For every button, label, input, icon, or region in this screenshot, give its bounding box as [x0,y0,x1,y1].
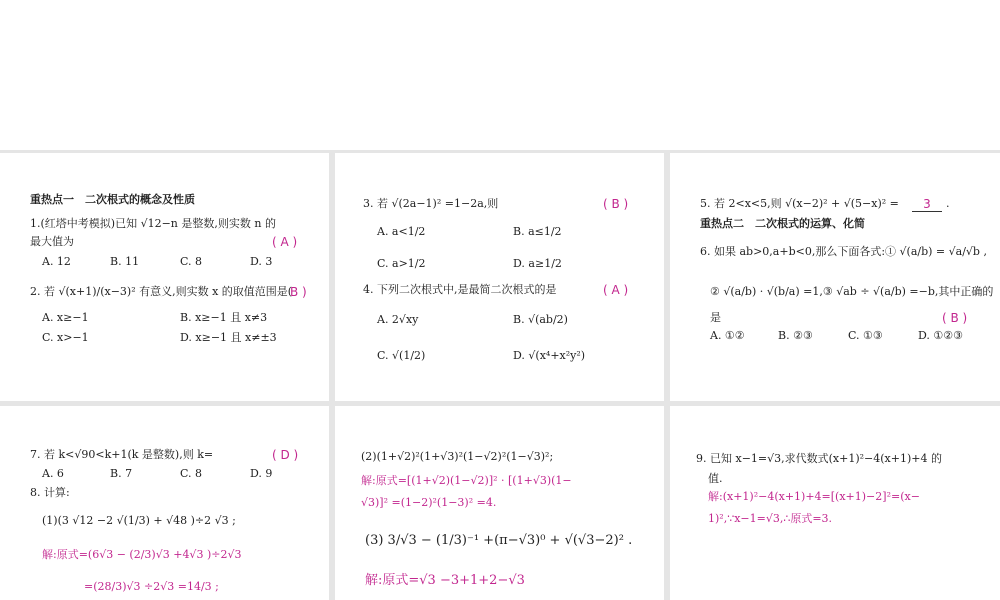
section-heading-1: 重热点一 二次根式的概念及性质 [30,193,195,206]
question-8-part-3: (3) 3/√3 − (1/3)⁻¹ +(π−√3)⁰ + √(√3−2)² . [365,533,633,548]
question-4-option-b: B. √(ab/2) [513,313,568,326]
question-2-answer: B ) [290,285,307,299]
question-9-solution-line-1: 解:(x+1)²−4(x+1)+4=[(x+1)−2]²=(x− [708,490,920,503]
top-blank-area [0,0,1000,150]
question-3-option-d: D. a≥1/2 [513,257,562,270]
section-heading-2: 重热点二 二次根式的运算、化简 [700,217,865,230]
question-5-stem: 5. 若 2<x<5,则 √(x−2)² + √(5−x)² = [700,197,899,210]
question-4-answer: ( A ) [603,283,629,297]
card-questions-7-8 [0,406,329,600]
question-6-line-2: ② √(a/b) · √(b/a) =1,③ √ab ÷ √(a/b) =−b,其中正确的 [710,285,994,298]
question-2-option-c: C. x>−1 [42,331,89,344]
question-2-option-b: B. x≥−1 且 x≠3 [180,311,268,324]
question-8-part-1-solution-line-2: =(28/3)√3 ÷2√3 =14/3 ; [84,580,219,593]
question-3-stem: 3. 若 √(2a−1)² =1−2a,则 [363,197,499,210]
question-8-stem: 8. 计算: [30,486,70,499]
card-operations [670,153,1000,401]
question-2-option-a: A. x≥−1 [42,311,89,324]
question-7-option-b: B. 7 [110,467,133,480]
question-8-part-2: (2)(1+√2)²(1+√3)²(1−√2)²(1−√3)²; [361,450,554,463]
question-8-part-1: (1)(3 √12 −2 √(1/3) + √48 )÷2 √3 ; [42,514,236,527]
card-questions-3-4 [335,153,664,401]
question-2-option-d: D. x≥−1 且 x≠±3 [180,331,277,344]
question-6-line-3: 是 [710,311,721,324]
question-3-option-a: A. a<1/2 [377,225,426,238]
question-1-option-b: B. 11 [110,255,140,268]
question-8-part-1-solution-line-1: 解:原式=(6√3 − (2/3)√3 +4√3 )÷2√3 [42,548,242,561]
question-7-answer: ( D ) [272,448,299,462]
question-7-option-a: A. 6 [42,467,64,480]
question-6-option-d: D. ①②③ [918,329,964,342]
question-9-line-1: 9. 已知 x−1=√3,求代数式(x+1)²−4(x+1)+4 的 [696,452,942,465]
question-8-part-3-solution: 解:原式=√3 −3+1+2−√3 [365,573,525,588]
question-1-line-1: 1.(红塔中考模拟)已知 √12−n 是整数,则实数 n 的 [30,217,276,230]
question-8-part-2-solution-line-1: 解:原式=[(1+√2)(1−√2)]² · [(1+√3)(1− [361,474,572,487]
question-4-option-a: A. 2√xy [377,313,419,326]
question-8-part-2-solution-line-2: √3)]² =(1−2)²(1−3)² =4. [361,496,497,509]
question-7-option-c: C. 8 [180,467,203,480]
question-3-answer: ( B ) [603,197,629,211]
card-concept-properties [0,153,329,401]
question-4-option-c: C. √(1/2) [377,349,426,362]
question-6-line-1: 6. 如果 ab>0,a+b<0,那么下面各式:① √(a/b) = √a/√b , [700,245,987,258]
question-4-stem: 4. 下列二次根式中,是最简二次根式的是 [363,283,557,296]
question-1-answer: ( A ) [272,235,298,249]
question-1-option-d: D. 3 [250,255,273,268]
question-9-solution-line-2: 1)²,∵x−1=√3,∴原式=3. [708,512,833,525]
question-9-line-2: 值. [708,472,723,485]
question-3-option-b: B. a≤1/2 [513,225,562,238]
card-question-8-continued [335,406,664,600]
question-1-option-a: A. 12 [42,255,71,268]
question-1-line-2: 最大值为 [30,235,74,248]
question-6-option-a: A. ①② [710,329,745,342]
question-5-answer: 3 [912,197,942,212]
question-4-option-d: D. √(x⁴+x²y²) [513,349,586,362]
question-7-option-d: D. 9 [250,467,273,480]
question-6-answer: ( B ) [942,311,968,325]
question-1-option-c: C. 8 [180,255,203,268]
question-7-stem: 7. 若 k<√90<k+1(k 是整数),则 k= [30,448,214,461]
question-3-option-c: C. a>1/2 [377,257,426,270]
question-6-option-c: C. ①③ [848,329,883,342]
question-2-stem: 2. 若 √(x+1)/(x−3)² 有意义,则实数 x 的取值范围是( [30,285,293,298]
question-5-period: . [946,197,950,210]
card-question-9 [670,406,1000,600]
question-6-option-b: B. ②③ [778,329,813,342]
